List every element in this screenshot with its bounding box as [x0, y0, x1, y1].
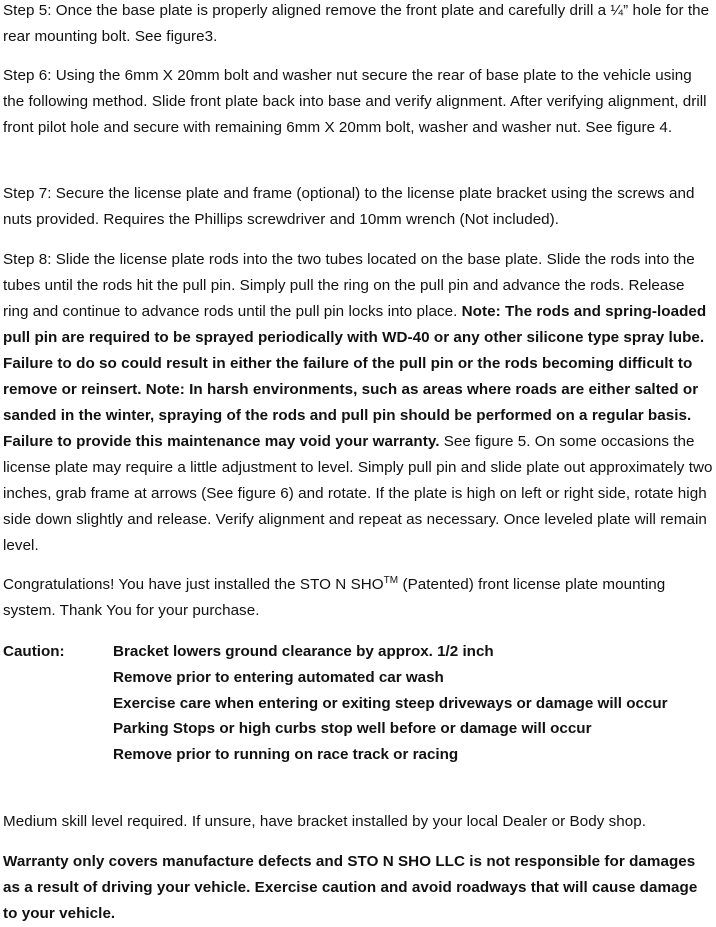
warranty-paragraph [3, 849, 713, 927]
step-8-maintenance-note: Note: The rods and spring-loaded pull pin are required to be sprayed periodically with WD-40 or any other silicone type spray lube. Failure to do so could result in either the failure of the pull pin or the rods becoming difficult to remove or reinsert. Note: In harsh environments, such as areas where roads are either salted or sanded in the winter, spraying of the rods and pull pin should be performed on a regular basis. Failure to provide this maintenance may void your warranty. [3, 303, 707, 450]
congratulations-text-start: Congratulations! You have just installed the STO N SHO [3, 576, 384, 593]
caution-item: Remove prior to entering automated car wash [113, 668, 444, 686]
step-6-text: Step 6: Using the 6mm X 20mm bolt and washer nut secure the rear of base plate to the vehicle using the following method. Slide front plate back into base and verify alignment. After verifying alignment, drill front pilot hole and secure with remaining 6mm X 20mm bolt, washer and washer nut. See figure 4. [3, 67, 707, 136]
step-8-intro-text: Step 8: Slide the license plate rods into the two tubes located on the base plate. Slide the rods into the tubes until the rods hit the pull pin. Simply pull the ring on the pull pin and advance the rods. Release ring and continue to advance rods until the pull pin locks into place. [3, 251, 695, 320]
skill-level-paragraph [3, 809, 713, 835]
step-7-text: Step 7: Secure the license plate and frame (optional) to the license plate bracket using the screws and nuts provided. Requires the Phillips screwdriver and 10mm wrench (Not included). [3, 185, 695, 228]
trademark-mark: TM [383, 574, 399, 586]
warranty-text: Warranty only covers manufacture defects and STO N SHO LLC is not responsible for damages as a result of driving your vehicle. Exercise caution and avoid roadways that will cause damage to your vehicle. [3, 853, 698, 922]
caution-list [113, 639, 713, 768]
step-8-paragraph [3, 247, 713, 559]
step-8-adjustment-text: See figure 5. On some occasions the license plate may require a little adjustment to level. Simply pull pin and slide plate out approximately two inches, grab frame at arrows (See figure 6) and rotate. If the plate is high on left or right side, rotate high side down slightly and release. Verify alignment and repeat as necessary. Once leveled plate will remain level. [3, 433, 713, 554]
caution-label: Caution: [3, 643, 65, 660]
congratulations-paragraph [3, 572, 713, 624]
caution-item: Remove prior to running on race track or racing [113, 746, 459, 764]
step-5-text: Step 5: Once the base plate is properly aligned remove the front plate and carefully drill a ¼” hole for the rear mounting bolt. See figure3. [3, 2, 710, 45]
step-7-paragraph [3, 181, 713, 233]
caution-item: Bracket lowers ground clearance by approx. 1/2 inch [113, 643, 494, 660]
skill-level-text: Medium skill level required. If unsure, have bracket installed by your local Dealer or Body shop. [3, 813, 647, 830]
step-5-paragraph [3, 0, 713, 50]
congratulations-text-end: (Patented) front license plate mounting system. Thank You for your purchase. [3, 576, 666, 619]
caution-item: Exercise care when entering or exiting steep driveways or damage will occur [113, 694, 668, 712]
caution-item: Parking Stops or high curbs stop well before or damage will occur [113, 720, 592, 738]
step-6-paragraph [3, 63, 713, 141]
